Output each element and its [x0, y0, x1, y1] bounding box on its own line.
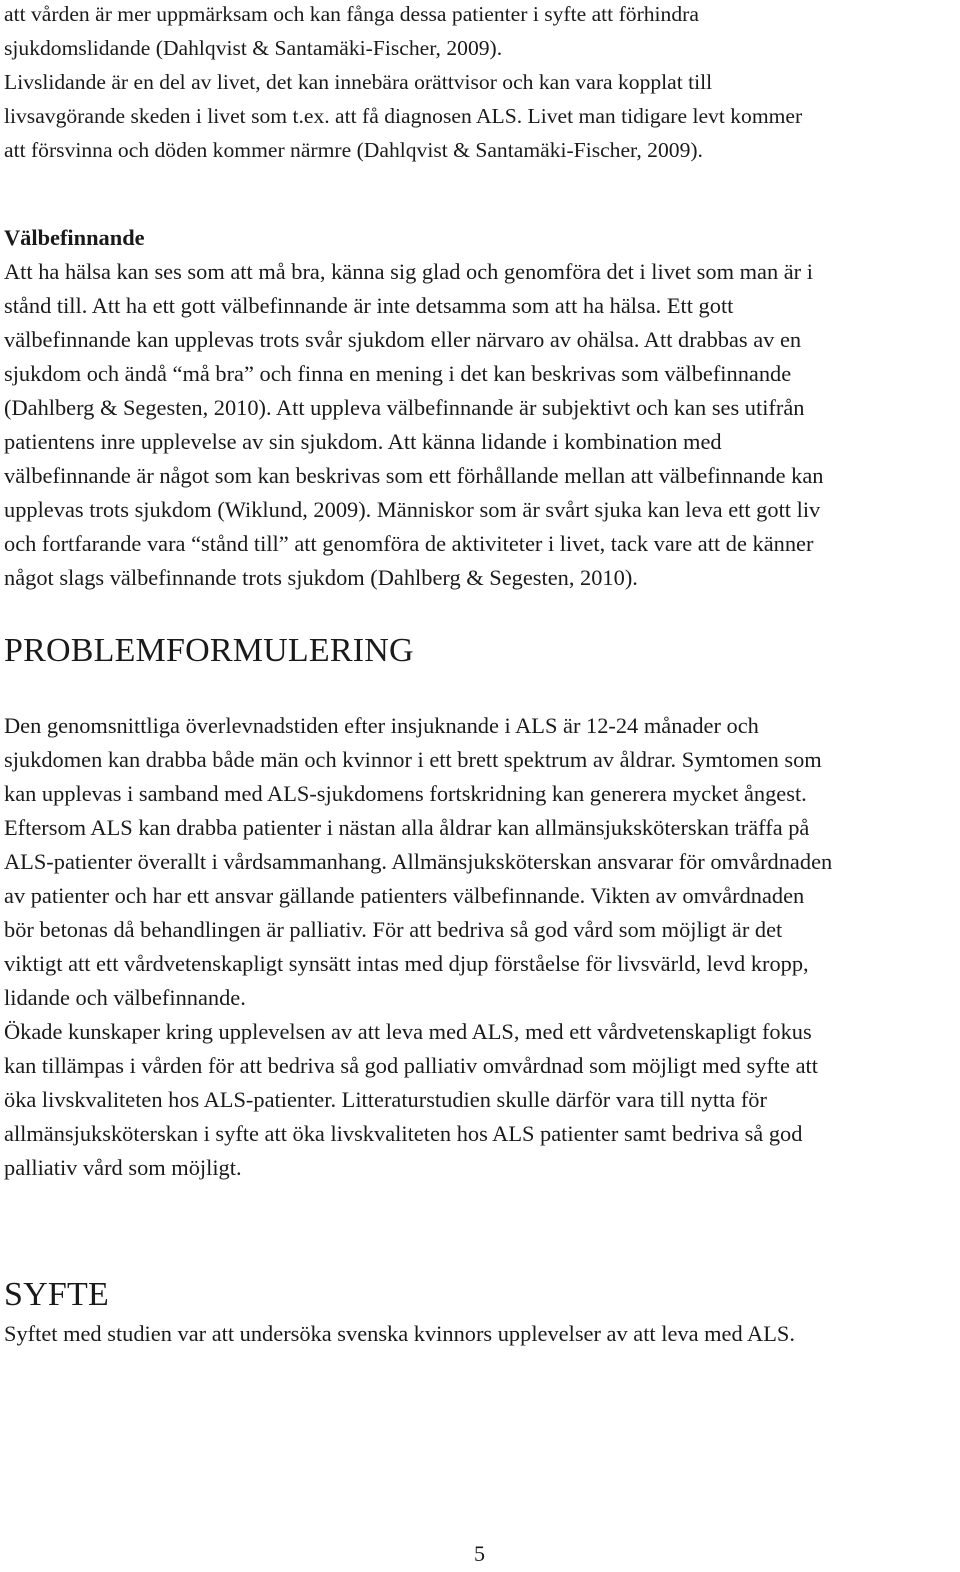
- problem-line-5: ALS-patienter överallt i vårdsammanhang. Allmänsjuksköterskan ansvarar för omvårdnaden: [4, 849, 833, 874]
- problem-line-8: viktigt att ett vårdvetenskapligt synsätt intas med djup förståelse för livsvärld, levd kropp,: [4, 951, 809, 976]
- intro-line-1: att vården är mer uppmärksam och kan fånga dessa patienter i syfte att förhindra: [4, 2, 699, 26]
- valbefinnande-line-8: upplevas trots sjukdom (Wiklund, 2009). Människor som är svårt sjuka kan leva ett gott liv: [4, 497, 821, 522]
- problem-line-4: Eftersom ALS kan drabba patienter i nästan alla åldrar kan allmänsjuksköterskan träffa på: [4, 815, 810, 840]
- intro-line-4: [4, 102, 802, 130]
- problem-line-13: allmänsjuksköterskan i syfte att öka livskvaliteten hos ALS patienter samt bedriva så god: [4, 1121, 803, 1146]
- valbefinnande-line-3: välbefinnande kan upplevas trots svår sjukdom eller närvaro av ohälsa. Att drabbas av en: [4, 327, 802, 352]
- problem-line-9: lidande och välbefinnande.: [4, 985, 246, 1010]
- intro-line-3: Livslidande är en del av livet, det kan innebära orättvisor och kan vara kopplat till: [4, 70, 713, 94]
- problem-line-7: bör betonas då behandlingen är palliativ. För att bedriva så god vård som möjligt är det: [4, 917, 783, 942]
- valbefinnande-line-2: stånd till. Att ha ett gott välbefinnande är inte detsamma som att ha hälsa. Ett gott: [4, 293, 734, 318]
- valbefinnande-line-1: Att ha hälsa kan ses som att må bra, känna sig glad och genomföra det i livet som man är i: [4, 259, 813, 284]
- intro-line-4-part-2: Livet man tidigare levt kommer: [522, 104, 803, 128]
- intro-line-5: att försvinna och döden kommer närmre (Dahlqvist & Santamäki-Fischer, 2009).: [4, 138, 703, 162]
- section-heading-valbefinnande: Välbefinnande: [4, 225, 145, 250]
- section-heading-syfte: SYFTE: [4, 1276, 109, 1313]
- problem-line-6: av patienter och har ett ansvar gällande patienters välbefinnande. Vikten av omvårdnaden: [4, 883, 805, 908]
- syfte-line-1: Syftet med studien var att undersöka svenska kvinnors upplevelser av att leva med ALS.: [4, 1321, 795, 1346]
- problem-line-14: palliativ vård som möjligt.: [4, 1155, 242, 1180]
- page-number: 5: [474, 1541, 485, 1566]
- valbefinnande-line-9: och fortfarande vara “stånd till” att genomföra de aktiviteter i livet, tack vare att de känner: [4, 531, 814, 556]
- problem-line-10: Ökade kunskaper kring upplevelsen av att leva med ALS, med ett vårdvetenskapligt fokus: [4, 1019, 812, 1044]
- valbefinnande-line-6: patientens inre upplevelse av sin sjukdom. Att känna lidande i kombination med: [4, 429, 722, 454]
- valbefinnande-line-5: (Dahlberg & Segesten, 2010). Att uppleva välbefinnande är subjektivt och kan ses utifrån: [4, 395, 805, 420]
- problem-line-11: kan tillämpas i vården för att bedriva så god palliativ omvårdnad som möjligt med syfte att: [4, 1053, 818, 1078]
- problem-line-1: Den genomsnittliga överlevnadstiden efter insjuknande i ALS är 12-24 månader och: [4, 713, 759, 738]
- intro-line-2: sjukdomslidande (Dahlqvist & Santamäki-Fischer, 2009).: [4, 36, 503, 60]
- section-heading-problemformulering: PROBLEMFORMULERING: [4, 632, 414, 669]
- problem-line-2: sjukdomen kan drabba både män och kvinnor i ett brett spektrum av åldrar. Symtomen som: [4, 747, 822, 772]
- problem-line-3: kan upplevas i samband med ALS-sjukdomens fortskridning kan generera mycket ångest.: [4, 781, 807, 806]
- valbefinnande-line-10: något slags välbefinnande trots sjukdom (Dahlberg & Segesten, 2010).: [4, 565, 638, 590]
- intro-line-4-part-1: livsavgörande skeden i livet som t.ex. att få diagnosen ALS.: [4, 104, 523, 128]
- problem-line-12: öka livskvaliteten hos ALS-patienter. Litteraturstudien skulle därför vara till nytta för: [4, 1087, 767, 1112]
- valbefinnande-line-7: välbefinnande är något som kan beskrivas som ett förhållande mellan att välbefinnande kan: [4, 463, 824, 488]
- valbefinnande-line-4: sjukdom och ändå “må bra” och finna en mening i det kan beskrivas som välbefinnande: [4, 361, 792, 386]
